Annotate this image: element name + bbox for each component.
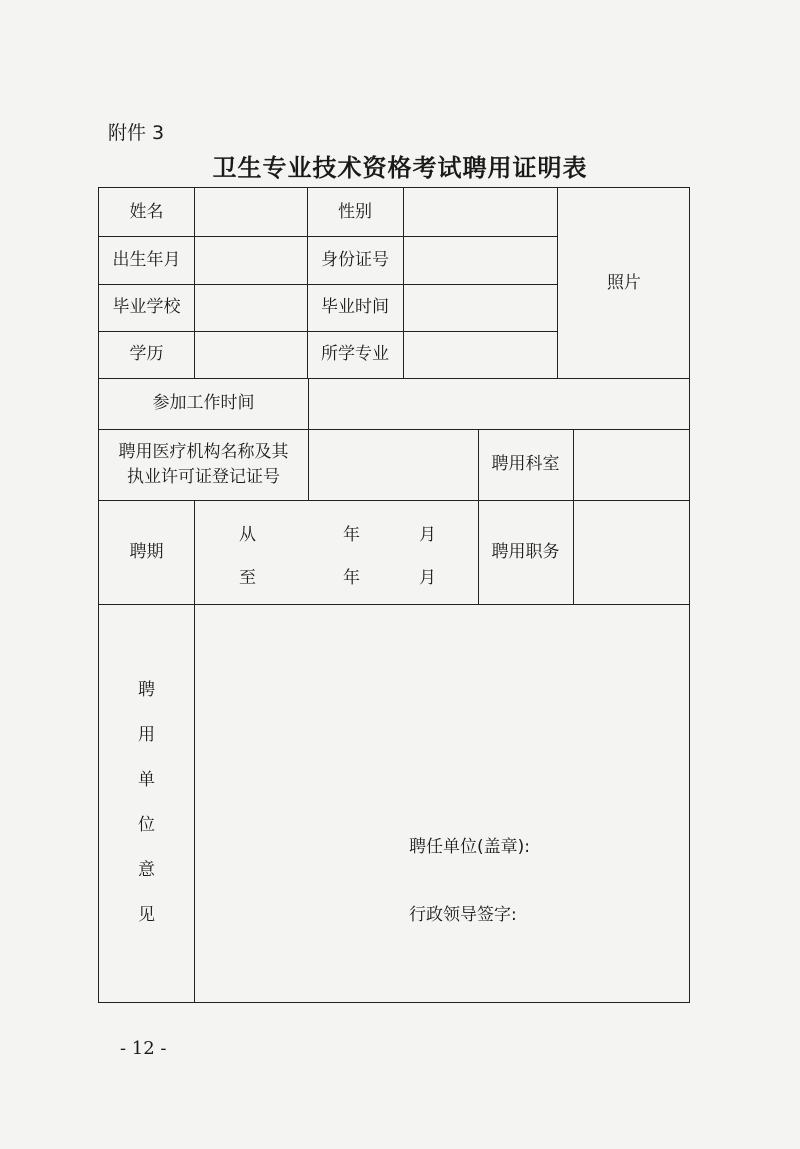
attachment-label: 附件 3 [108,122,165,144]
name-label: 姓名 [129,201,164,222]
position-field[interactable] [573,500,691,604]
school-field[interactable] [194,284,307,331]
id-number-field[interactable] [403,236,557,284]
period-from-label: 从 [239,525,256,545]
education-field[interactable] [194,331,307,378]
institution-label-line1: 聘用医疗机构名称及其 [118,441,289,462]
institution-field[interactable] [308,429,478,500]
period-label: 聘期 [129,541,164,562]
photo-box[interactable]: 照片 [607,272,641,293]
period-to-year-label: 年 [343,568,360,588]
institution-label-line2: 执业许可证登记证号 [127,466,280,487]
major-field[interactable] [403,331,557,378]
page-number: - 12 - [120,1038,167,1059]
employer-opinion-label [99,604,194,1002]
birth-field[interactable] [194,236,307,284]
name-field[interactable] [194,188,307,236]
period-to-month-label: 月 [419,568,436,588]
opinion-char: 单 [138,770,155,790]
department-label: 聘用科室 [491,454,560,475]
gender-label: 性别 [338,201,372,222]
education-label: 学历 [129,344,164,365]
period-from-year-label: 年 [343,525,360,545]
opinion-char: 位 [138,815,155,835]
period-to-label: 至 [239,568,256,588]
major-label: 所学专业 [321,344,389,365]
employer-seal-label: 聘任单位(盖章): [409,837,530,857]
employment-certificate-form [98,187,690,1003]
leader-signature-label: 行政领导签字: [409,905,517,925]
institution-label [99,429,308,500]
department-field[interactable] [573,429,691,500]
gender-field[interactable] [403,188,557,236]
opinion-char: 聘 [138,680,155,700]
school-label: 毕业学校 [112,297,181,318]
opinion-char: 意 [138,860,155,880]
employer-opinion-field[interactable] [194,604,691,1002]
page-title: 卫生专业技术资格考试聘用证明表 [212,153,588,182]
work-start-field[interactable] [308,378,691,429]
birth-label: 出生年月 [112,249,181,270]
id-number-label: 身份证号 [321,249,389,270]
work-start-label: 参加工作时间 [152,393,255,414]
position-label: 聘用职务 [491,541,560,562]
graduation-time-label: 毕业时间 [321,297,389,318]
opinion-char: 见 [138,905,155,925]
opinion-char: 用 [138,725,155,745]
graduation-time-field[interactable] [403,284,557,331]
period-from-month-label: 月 [419,525,436,545]
